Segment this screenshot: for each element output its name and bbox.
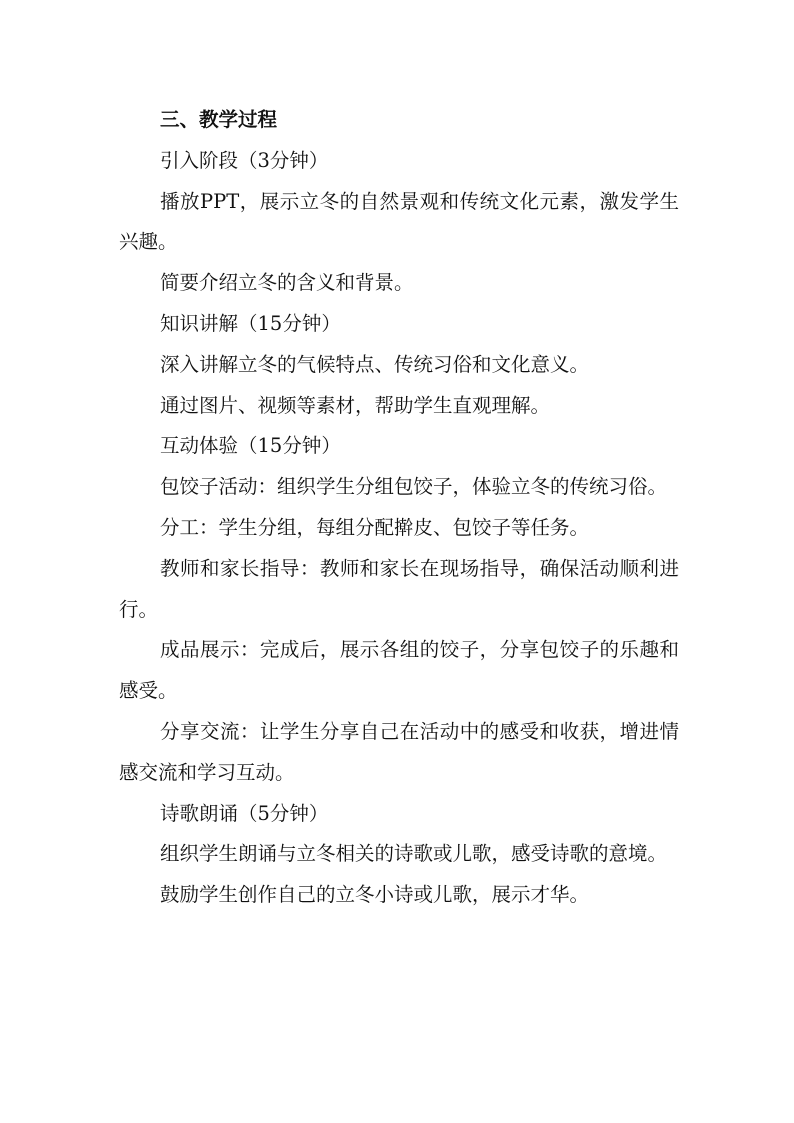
paragraph-poetry-creation: 鼓励学生创作自己的立冬小诗或儿歌，展示才华。 — [160, 883, 590, 907]
paragraph-knowledge-stage: 知识讲解（15分钟） — [160, 311, 341, 335]
paragraph-materials: 通过图片、视频等素材，帮助学生直观理解。 — [160, 393, 551, 417]
paragraph-deep-explain: 深入讲解立冬的气候特点、传统习俗和文化意义。 — [160, 352, 590, 376]
paragraph-poetry-recital: 组织学生朗诵与立冬相关的诗歌或儿歌，感受诗歌的意境。 — [160, 842, 668, 866]
section-heading: 三、教学过程 — [160, 108, 278, 131]
paragraph-interactive-stage: 互动体验（15分钟） — [160, 434, 341, 458]
paragraph-sharing: 分享交流：让学生分享自己在活动中的感受和收获，增进情感交流和学习互动。 — [119, 719, 679, 784]
paragraph-poetry-stage: 诗歌朗诵（5分钟） — [160, 801, 329, 825]
paragraph-intro-stage: 引入阶段（3分钟） — [160, 148, 329, 172]
paragraph-play-ppt: 播放PPT，展示立冬的自然景观和传统文化元素，激发学生兴趣。 — [119, 189, 679, 254]
paragraph-showcase: 成品展示：完成后，展示各组的饺子，分享包饺子的乐趣和感受。 — [119, 638, 679, 703]
paragraph-guidance: 教师和家长指导：教师和家长在现场指导，确保活动顺利进行。 — [119, 556, 679, 621]
paragraph-division-of-labor: 分工：学生分组，每组分配擀皮、包饺子等任务。 — [160, 515, 590, 539]
document-body — [119, 100, 679, 916]
paragraph-dumpling-activity: 包饺子活动：组织学生分组包饺子，体验立冬的传统习俗。 — [160, 475, 668, 499]
paragraph-brief-intro: 简要介绍立冬的含义和背景。 — [160, 271, 414, 295]
